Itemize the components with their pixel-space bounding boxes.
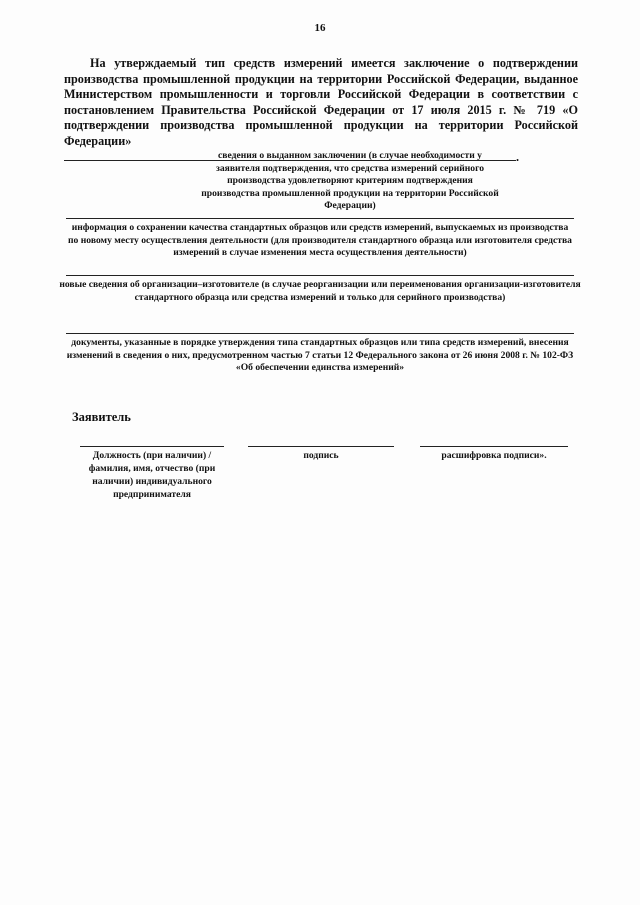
signature-blank-line[interactable] [248, 446, 394, 447]
documents-caption: документы, указанные в порядке утверждения типа стандартных образцов или типа средств измерений, внесения изменений в сведения о них, предусмотренном частью 7 статьи 12 Федерального закона от 26 июня 2008 г. № 102-ФЗ «Об обеспечении единства измерений» [66, 337, 574, 374]
applicant-heading: Заявитель [72, 410, 131, 424]
decoding-blank-line[interactable] [420, 446, 568, 447]
documents-blank-line[interactable] [66, 333, 574, 334]
conclusion-info-caption: сведения о выданном заключении (в случае необходимости у заявителя подтверждения, что средства измерений серийного производства удовлетворяют критериям подтверждения производства промышленной продукции на территории Российской Федерации) [201, 150, 499, 212]
conclusion-text: На утверждаемый тип средств измерений имеется заключение о подтверждении производства промышленной продукции на территории Российской Федерации, выданное Министерством промышленности и торговли Российской Федерации в соответствии с постановлением Правительства Российской Федерации от 17 июля 2015 г. № 719 «О подтверждении производства промышленной продукции на территории Российской Федерации» [64, 56, 578, 148]
page-number: 16 [314, 22, 326, 34]
conclusion-paragraph [64, 56, 578, 165]
quality-info-blank-line[interactable] [66, 218, 574, 219]
position-label: Должность (при наличии) / фамилия, имя, отчество (при наличии) индивидуального предпринимателя [88, 450, 216, 500]
manufacturer-info-blank-line[interactable] [66, 275, 574, 276]
position-blank-line[interactable] [80, 446, 224, 447]
manufacturer-info-caption: новые сведения об организации–изготовителе (в случае реорганизации или переименования организации-изготовителя стандартного образца или средства измерений и только для серийного производства) [59, 279, 581, 303]
quality-info-caption: информация о сохранении качества стандартных образцов или средств измерений, выпускаемых из производства по новому месту осуществления деятельности (для производителя стандартного образца или изготовителя средства измерений в случае изменения места осуществления деятельности) [68, 222, 572, 259]
decoding-label: расшифровка подписи». [441, 450, 547, 461]
signature-label: подпись [303, 450, 339, 461]
conclusion-end-punctuation: . [516, 149, 520, 164]
